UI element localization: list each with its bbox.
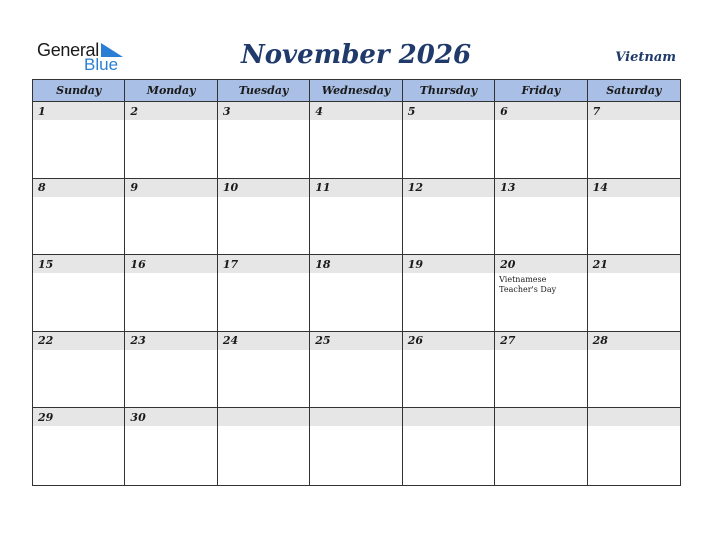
day-number: 24	[218, 332, 309, 350]
day-number: 22	[33, 332, 124, 350]
day-number: 28	[588, 332, 680, 350]
day-cell[interactable]	[495, 408, 587, 485]
day-cell[interactable]	[218, 408, 310, 485]
day-cell[interactable]	[218, 255, 310, 332]
day-cell[interactable]	[403, 255, 495, 332]
day-cell[interactable]	[495, 255, 587, 332]
day-number: 26	[403, 332, 494, 350]
weekday-header-thursday: Thursday	[403, 80, 495, 102]
day-number: 20	[495, 255, 586, 273]
day-number: 21	[588, 255, 680, 273]
day-cell[interactable]	[218, 179, 310, 256]
holiday-event: Vietnamese Teacher's Day	[499, 275, 557, 295]
calendar-grid	[32, 79, 681, 486]
day-number	[310, 408, 401, 426]
day-number	[218, 408, 309, 426]
day-cell[interactable]	[403, 102, 495, 179]
day-number	[403, 408, 494, 426]
weekday-header-wednesday: Wednesday	[310, 80, 402, 102]
day-cell[interactable]	[218, 332, 310, 409]
day-cell[interactable]	[310, 179, 402, 256]
day-cell[interactable]	[125, 102, 217, 179]
day-number: 12	[403, 179, 494, 197]
day-cell[interactable]	[125, 255, 217, 332]
day-cell[interactable]	[310, 408, 402, 485]
day-cell[interactable]	[403, 179, 495, 256]
day-number: 23	[125, 332, 216, 350]
day-number: 27	[495, 332, 586, 350]
weekday-header-friday: Friday	[495, 80, 587, 102]
day-number: 4	[310, 102, 401, 120]
day-number: 8	[33, 179, 124, 197]
day-number: 29	[33, 408, 124, 426]
day-cell[interactable]	[33, 179, 125, 256]
day-cell[interactable]	[125, 408, 217, 485]
day-number: 9	[125, 179, 216, 197]
day-number: 14	[588, 179, 680, 197]
day-cell[interactable]	[33, 102, 125, 179]
day-number: 18	[310, 255, 401, 273]
day-cell[interactable]	[495, 179, 587, 256]
day-number: 13	[495, 179, 586, 197]
country-label: Vietnam	[615, 50, 676, 65]
day-cell[interactable]	[403, 408, 495, 485]
day-number: 10	[218, 179, 309, 197]
day-number: 1	[33, 102, 124, 120]
day-cell[interactable]	[495, 332, 587, 409]
day-cell[interactable]	[588, 102, 680, 179]
day-cell[interactable]	[310, 332, 402, 409]
day-cell[interactable]	[588, 332, 680, 409]
day-number	[495, 408, 586, 426]
day-cell[interactable]	[33, 408, 125, 485]
day-cell[interactable]	[310, 102, 402, 179]
day-cell[interactable]	[403, 332, 495, 409]
day-cell[interactable]	[218, 102, 310, 179]
calendar-title: November 2026	[240, 40, 472, 70]
day-number: 17	[218, 255, 309, 273]
day-number: 11	[310, 179, 401, 197]
logo-general-text: General	[37, 40, 99, 60]
day-number: 5	[403, 102, 494, 120]
day-number: 25	[310, 332, 401, 350]
day-cell[interactable]	[33, 332, 125, 409]
day-number	[588, 408, 680, 426]
day-number: 7	[588, 102, 680, 120]
day-cell[interactable]	[310, 255, 402, 332]
day-number: 19	[403, 255, 494, 273]
day-cell[interactable]	[588, 408, 680, 485]
day-cell[interactable]	[495, 102, 587, 179]
day-cell[interactable]	[125, 179, 217, 256]
weekday-header-saturday: Saturday	[588, 80, 680, 102]
day-cell[interactable]	[588, 179, 680, 256]
weekday-header-sunday: Sunday	[33, 80, 125, 102]
day-number: 15	[33, 255, 124, 273]
day-number: 6	[495, 102, 586, 120]
day-number: 3	[218, 102, 309, 120]
weekday-header-tuesday: Tuesday	[218, 80, 310, 102]
logo-blue-text: Blue	[84, 55, 119, 74]
day-number: 2	[125, 102, 216, 120]
day-cell[interactable]	[33, 255, 125, 332]
day-number: 16	[125, 255, 216, 273]
day-number: 30	[125, 408, 216, 426]
day-cell[interactable]	[125, 332, 217, 409]
weekday-header-monday: Monday	[125, 80, 217, 102]
day-cell[interactable]	[588, 255, 680, 332]
